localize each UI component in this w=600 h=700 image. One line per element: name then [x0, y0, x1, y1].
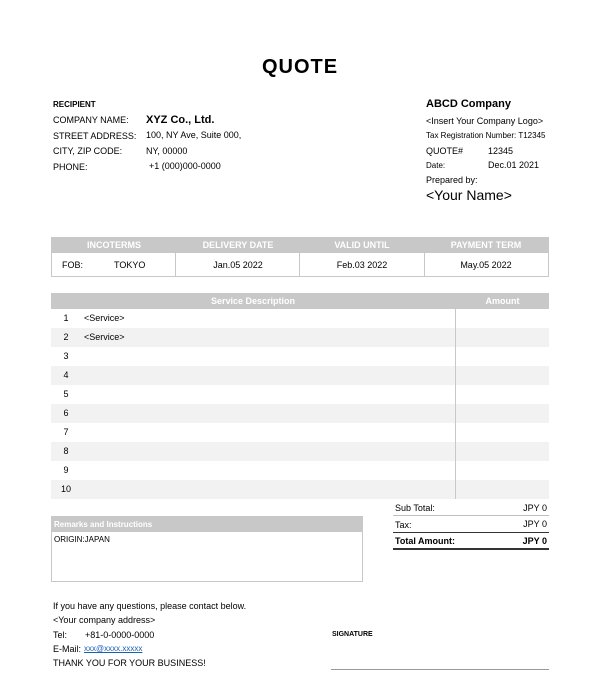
delivery-date-header: DELIVERY DATE	[202, 240, 274, 250]
signature-label: SIGNATURE	[332, 631, 373, 638]
email-label: E-Mail:	[53, 644, 82, 654]
document-title: QUOTE	[261, 56, 339, 78]
row-number: 7	[63, 427, 69, 437]
date-value: Dec.01 2021	[488, 160, 540, 170]
phone-label: PHONE:	[53, 162, 88, 172]
date-label: Date:	[426, 161, 446, 170]
valid-until-header: VALID UNTIL	[334, 240, 390, 250]
table-row	[51, 404, 549, 423]
service-table	[51, 293, 549, 499]
row-number: 3	[63, 351, 69, 361]
table-row	[51, 423, 549, 442]
row-number: 8	[63, 446, 69, 456]
service-table-header	[51, 293, 549, 309]
city-zip-label: CITY, ZIP CODE:	[53, 146, 123, 156]
thank-you-note: THANK YOU FOR YOUR BUSINESS!	[53, 658, 206, 668]
email-link[interactable]: xxx@xxxx.xxxxx	[84, 644, 143, 653]
row-number: 9	[63, 465, 69, 475]
row-description: <Service>	[84, 313, 125, 323]
table-row	[51, 366, 549, 385]
row-number: 5	[63, 389, 69, 399]
table-row	[51, 347, 549, 366]
subtotal-label: Sub Total:	[395, 503, 435, 513]
quote-number-label: QUOTE#	[426, 146, 464, 156]
tel-value: +81-0-0000-0000	[85, 630, 155, 640]
remarks-heading: Remarks and Instructions	[52, 517, 362, 532]
total-amount-label: Total Amount:	[395, 536, 455, 546]
street-address-label: STREET ADDRESS:	[53, 131, 137, 141]
prepared-by-label: Prepared by:	[426, 175, 478, 185]
totals-divider	[393, 515, 549, 516]
payment-term-header: PAYMENT TERM	[450, 240, 522, 250]
service-description-header: Service Description	[210, 296, 296, 306]
total-amount-value: JPY 0	[522, 536, 547, 546]
tax-registration: Tax Registration Number: T12345	[426, 131, 546, 140]
table-row	[51, 442, 549, 461]
incoterms-header: INCOTERMS	[87, 240, 141, 250]
payment-term-value: May.05 2022	[460, 260, 512, 270]
table-row	[51, 328, 549, 347]
delivery-date-value: Jan.05 2022	[213, 260, 263, 270]
row-number: 1	[63, 313, 69, 323]
totals-divider	[393, 548, 549, 550]
logo-placeholder: <Insert Your Company Logo>	[426, 116, 544, 126]
totals-divider	[393, 532, 549, 533]
signature-line	[331, 669, 549, 670]
amount-header: Amount	[485, 296, 520, 306]
table-row	[51, 385, 549, 404]
row-number: 4	[63, 370, 69, 380]
remarks-text: ORIGIN:JAPAN	[54, 535, 110, 544]
contact-intro: If you have any questions, please contact below.	[53, 601, 247, 611]
table-row	[51, 461, 549, 480]
company-name-value: XYZ Co., Ltd.	[146, 114, 215, 126]
subtotal-value: JPY 0	[523, 503, 547, 513]
street-address-value: 100, NY Ave, Suite 000,	[146, 130, 242, 140]
amount-column-divider	[455, 293, 456, 499]
quote-number-value: 12345	[488, 146, 514, 156]
tax-label: Tax:	[395, 520, 412, 530]
tel-label: Tel:	[53, 630, 68, 640]
phone-value: +1 (000)000-0000	[149, 161, 221, 171]
recipient-heading: RECIPIENT	[53, 100, 96, 109]
city-zip-value: NY, 00000	[146, 146, 188, 156]
incoterm-code: FOB:	[62, 260, 84, 270]
remarks-box	[51, 516, 363, 582]
row-number: 6	[63, 408, 69, 418]
company-address: <Your company address>	[53, 615, 156, 625]
row-number: 2	[63, 332, 69, 342]
row-number: 10	[60, 484, 71, 494]
prepared-by-value: <Your Name>	[426, 187, 512, 203]
incoterm-place: TOKYO	[114, 260, 146, 270]
table-row	[51, 309, 549, 328]
company-name-label: COMPANY NAME:	[53, 115, 129, 125]
valid-until-value: Feb.03 2022	[336, 260, 388, 270]
row-description: <Service>	[84, 332, 125, 342]
table-row	[51, 480, 549, 499]
tax-value: JPY 0	[523, 519, 547, 529]
terms-table	[51, 237, 549, 277]
issuer-company: ABCD Company	[426, 98, 511, 110]
